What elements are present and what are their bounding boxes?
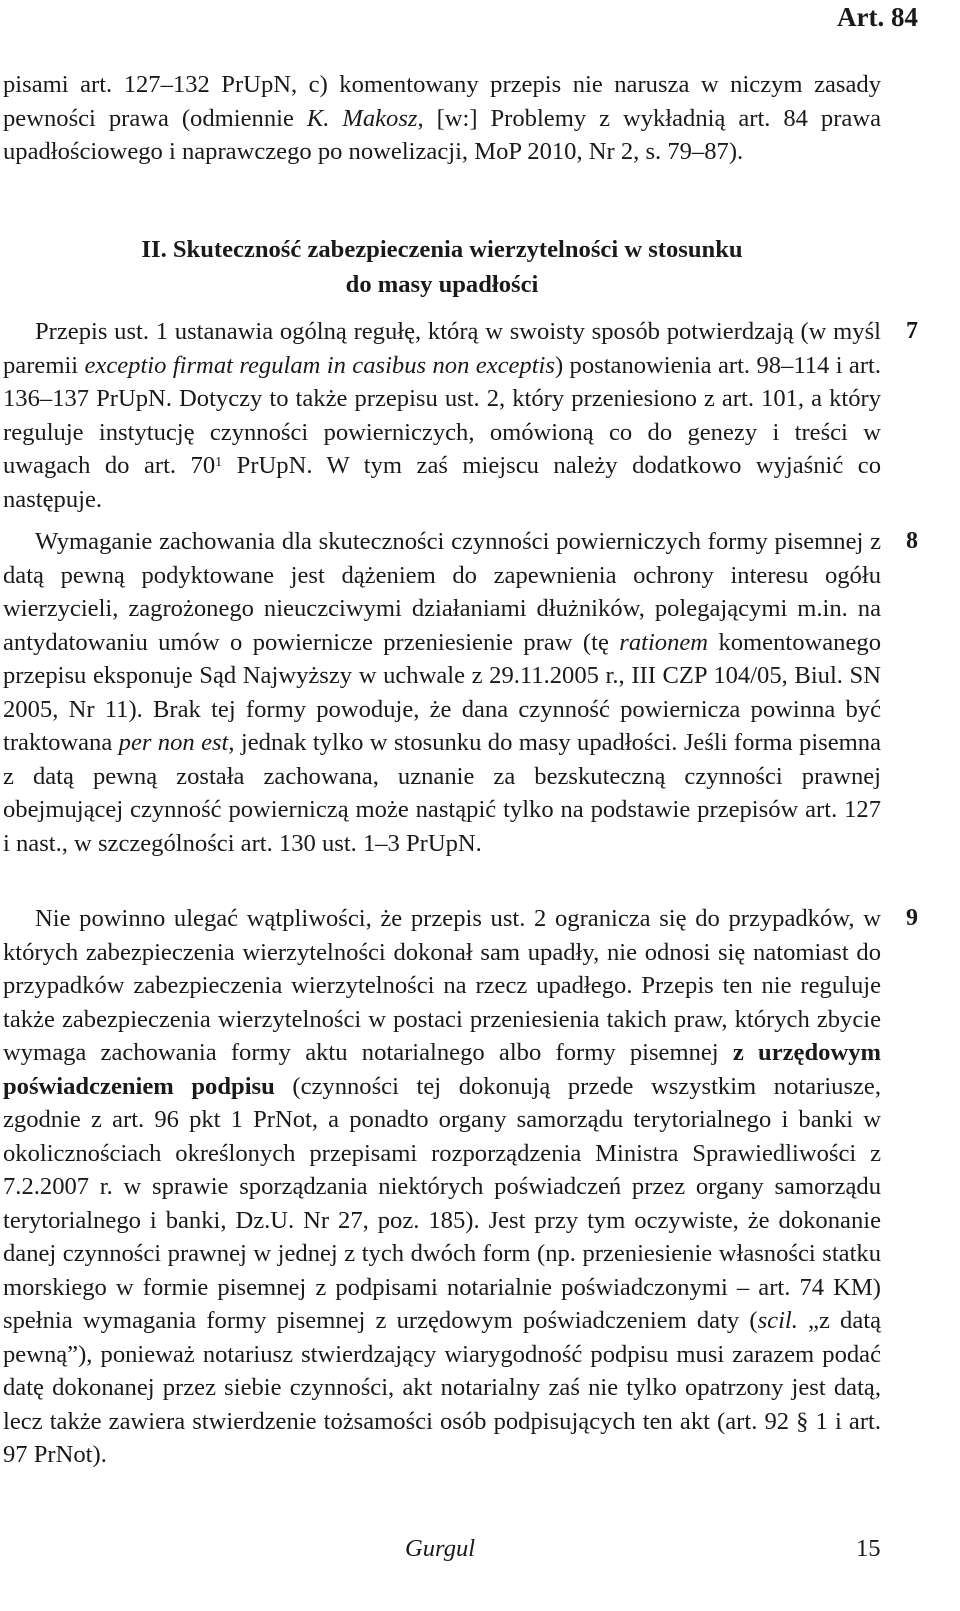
paragraph-text: PrUpN. W tym zaś miejscu należy dodatkowo wyjaśnić co następuje. [3,452,881,513]
paragraph-8 [3,525,881,860]
margin-number-7: 7 [906,318,918,344]
paragraph-text: „z datą pewną”), ponieważ notariusz stwierdzający wiarygodność podpisu musi zarazem podać datę dokonanej przez siebie czynności, akt notarialny zaś nie tylko opatrzony jest datą, lecz także zawiera stwierdzenie tożsamości osób podpisujących ten akt (art. 92 § 1 i art. 97 PrNot). [3,1307,881,1468]
paragraph-text: Nie powinno ulegać wątpliwości, że przepis ust. 2 ogranicza się do przypadków, w których zabezpieczenia wierzytelności dokonał sam upadły, nie odnosi się natomiast do przypadków zabezpieczenia wierzytelności na rzecz upadłego. Przepis ten nie reguluje także zabezpieczenia wierzytelności w postaci przeniesienia takich praw, których zbycie wymaga zachowania formy aktu notarialnego albo formy pisemnej [3,905,881,1066]
paragraph-7 [3,315,881,516]
cited-author: K. Makosz [306,104,418,132]
page-number: 15 [856,1535,881,1562]
margin-number-9: 9 [906,905,918,931]
paragraph-text: (czynności tej dokonują przede wszystkim notariusze, zgodnie z art. 96 pkt 1 PrNot, a ponadto organy samorządu terytorialnego i banki w okolicznościach określonych przepisami rozporządzenia Ministra Sprawiedliwości z 7.2.2007 r. w sprawie sporządzania niektórych poświadczeń przez organy samorządu terytorialnego i banki, Dz.U. Nr 27, poz. 185). Jest przy tym oczywiste, że dokonanie danej czynności prawnej w jednej z tych dwóch form (np. przeniesienie własności statku morskiego w formie pisemnej z podpisami notarialnie poświadczonymi – art. 74 KM) spełnia wymagania formy pisemnej z urzędowym poświadczeniem daty ( [3,1072,881,1334]
paragraph-9 [3,902,881,1472]
paragraph-text: , [w:] Problemy z wykładnią art. 84 prawa upadłościowego i naprawczego po nowelizacji, MoP 2010, Nr 2, s. 79–87). [3,104,881,165]
italic-term: scil. [757,1307,798,1334]
section-heading-line-2: do masy upadłości [345,271,539,298]
paragraph-continuation [3,68,881,169]
running-header-article: Art. 84 [837,2,918,32]
bold-phrase: z urzędowym poświadczeniem podpisu [3,1039,881,1100]
paragraph-text: Wymaganie zachowania dla skuteczności czynności powierniczych formy pisemnej z datą pewną podyktowane jest dążeniem do zapewnienia ochrony interesu ogółu wierzycieli, zagrożonego nieuczciwymi działaniami dłużników, polegającymi m.in. na antydatowaniu umów o powiernicze przeniesienie praw (tę [3,528,881,656]
section-heading-line-1: II. Skuteczność zabezpieczenia wierzytelności w stosunku [141,236,743,263]
italic-term: rationem [619,628,709,656]
margin-number-8: 8 [906,528,918,554]
paragraph-text: ) postanowienia art. 98–114 i art. 136–137 PrUpN. Dotyczy to także przepisu ust. 2, który przeniesiono z art. 101, a który reguluje instytucję czynności powierniczych, omówioną co do genezy i treści w uwagach do art. 70 [3,351,882,479]
paragraph-text: pisami art. 127–132 PrUpN, c) komentowany przepis nie narusza w niczym zasady pewności prawa (odmiennie [3,71,881,132]
paragraph-text: Przepis ust. 1 ustanawia ogólną regułę, którą w swoisty sposób potwierdzają (w myśl paremii [3,318,881,379]
section-heading [3,232,881,302]
superscript: 1 [215,455,223,470]
latin-maxim: exceptio firmat regulam in casibus non exceptis [84,351,555,379]
italic-term: per non est [118,729,229,756]
paragraph-text: komentowanego przepisu eksponuje Sąd Najwyższy w uchwale z 29.11.2005 r., III CZP 104/05, Biul. SN 2005, Nr 11). Brak tej formy powoduje, że dana czynność powiernicza powinna być traktowana [3,628,881,756]
footer-author: Gurgul [405,1535,476,1562]
paragraph-text: , jednak tylko w stosunku do masy upadłości. Jeśli forma pisemna z datą pewną została zachowana, uznanie za bezskuteczną czynności prawnej obejmującej czynność powierniczą może nastąpić tylko na podstawie przepisów art. 127 i nast., w szczególności art. 130 ust. 1–3 PrUpN. [3,729,881,857]
